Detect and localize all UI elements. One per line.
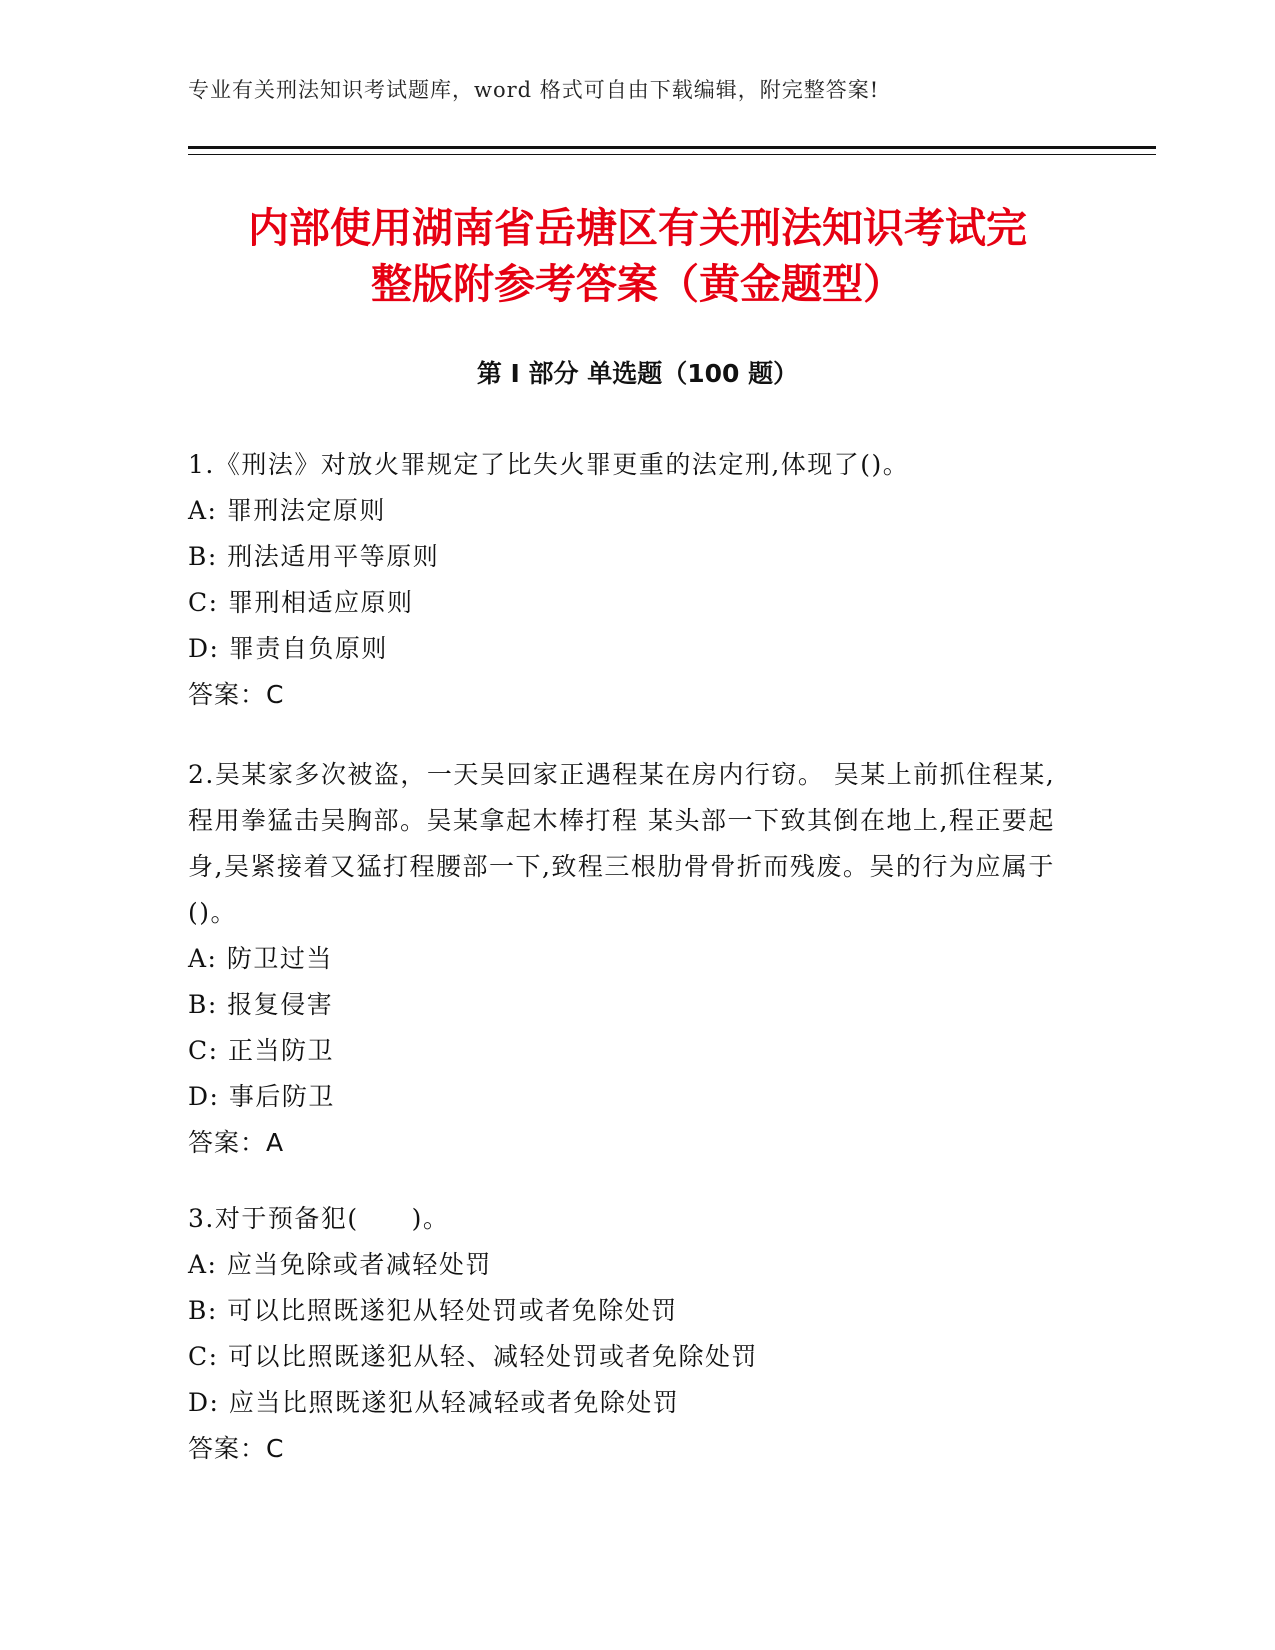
- question-2: [188, 752, 1078, 1166]
- answer: 答案：C: [188, 1434, 285, 1463]
- section-heading: 第 I 部分 单选题（100 题）: [476, 359, 799, 388]
- question-stem: 1.《刑法》对放火罪规定了比失火罪更重的法定刑,体现了()。: [188, 450, 910, 479]
- option-a: A: 应当免除或者减轻处罚: [188, 1250, 492, 1279]
- option-d: D: 罪责自负原则: [188, 634, 388, 663]
- answer: 答案：C: [188, 680, 285, 709]
- question-stem: 3.对于预备犯( )。: [188, 1204, 450, 1233]
- header-rule-thick: [188, 146, 1156, 149]
- option-d: D: 事后防卫: [188, 1082, 335, 1111]
- question-1: [188, 442, 1078, 718]
- option-b: B: 刑法适用平等原则: [188, 542, 440, 571]
- answer: 答案：A: [188, 1128, 285, 1157]
- option-c: C: 罪刑相适应原则: [188, 588, 414, 617]
- document-title-line-2: 整版附参考答案（黄金题型）: [371, 260, 904, 308]
- option-a: A: 罪刑法定原则: [188, 496, 386, 525]
- question-3: [188, 1196, 1078, 1472]
- document-title: [150, 200, 1125, 312]
- option-c: C: 正当防卫: [188, 1036, 334, 1065]
- option-c: C: 可以比照既遂犯从轻、减轻处罚或者免除处罚: [188, 1342, 758, 1371]
- document-title-line-1: 内部使用湖南省岳塘区有关刑法知识考试完: [248, 204, 1027, 252]
- header-note: 专业有关刑法知识考试题库，word 格式可自由下载编辑，附完整答案!: [188, 78, 880, 102]
- option-d: D: 应当比照既遂犯从轻减轻或者免除处罚: [188, 1388, 680, 1417]
- option-b: B: 可以比照既遂犯从轻处罚或者免除处罚: [188, 1296, 678, 1325]
- header-rule-thin: [188, 154, 1156, 155]
- option-a: A: 防卫过当: [188, 944, 333, 973]
- option-b: B: 报复侵害: [188, 990, 334, 1019]
- question-stem: 2.吴某家多次被盗，一天吴回家正遇程某在房内行窃。 吴某上前抓住程某,程用拳猛击吴胸部。吴某拿起木棒打程 某头部一下致其倒在地上,程正要起身,吴紧接着又猛打程腰部一下,致程三根肋骨骨折而残废。吴的行为应属于()。: [188, 760, 1056, 927]
